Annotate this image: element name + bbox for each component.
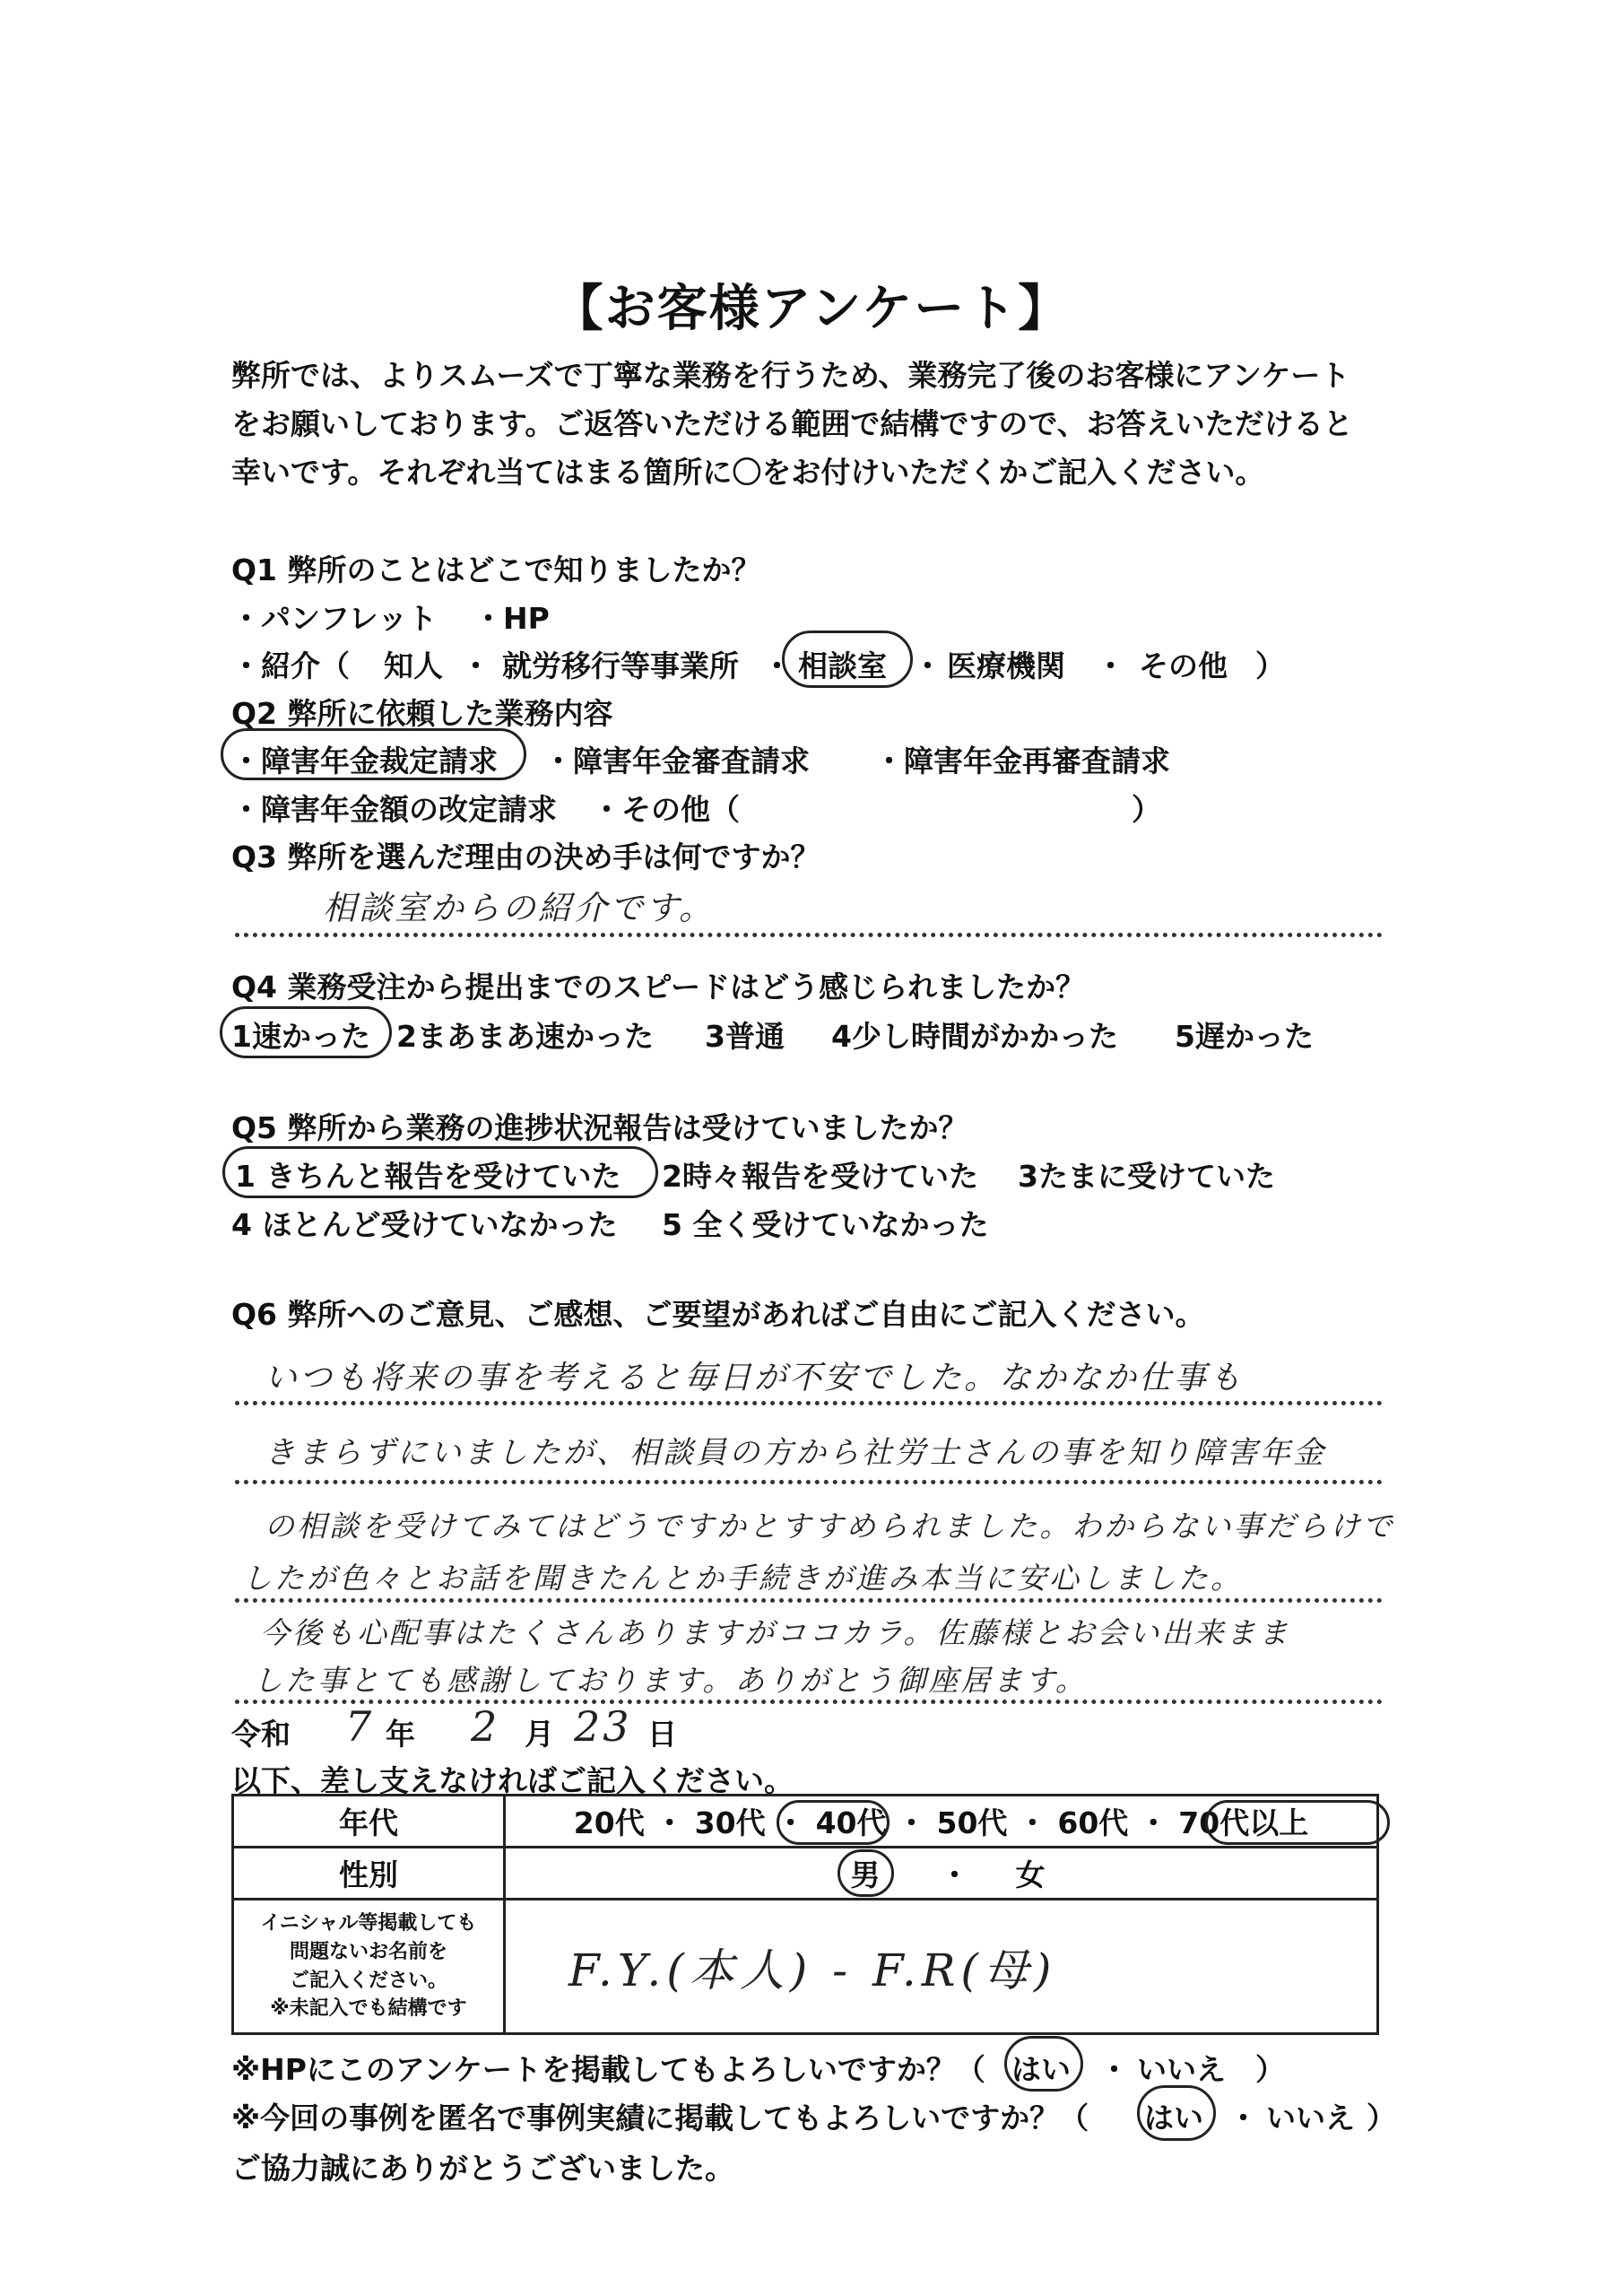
separator-dot: ・ [461, 648, 490, 683]
dotted-answer-line [235, 1598, 1383, 1603]
separator-dot: ・ [762, 648, 792, 683]
date-year-unit: 年 [386, 1717, 415, 1752]
q3-answer[interactable]: 相談室からの紹介です。 [323, 889, 716, 927]
q1-close-paren: ） [1255, 648, 1285, 683]
separator-dot: ・ [1096, 648, 1125, 683]
name-label-line: ご記入ください。 [289, 1969, 447, 1992]
q5-option-4[interactable]: 4 ほとんど受けていなかった [231, 1207, 618, 1242]
intro-line-1: 弊所では、よりスムーズで丁寧な業務を行うため、業務完了後のお客様にアンケート [231, 358, 1350, 393]
gender-male[interactable]: 男 [838, 1849, 894, 1897]
q6-question: Q6 弊所へのご意見、ご感想、ご要望があればご自由にご記入ください。 [231, 1297, 1205, 1332]
name-label-line: ※未記入でも結構です [270, 1997, 467, 2021]
name-label [233, 1900, 505, 2034]
q2-option-shinsa[interactable]: ・障害年金審査請求 [543, 744, 810, 778]
consent-hp-no[interactable]: いいえ [1137, 2052, 1226, 2087]
q5-option-5[interactable]: 5 全く受けていなかった [662, 1207, 989, 1242]
name-value[interactable]: F.Y.(本人) - F.R(母) [568, 1944, 1057, 1996]
date-month-unit: 月 [525, 1717, 554, 1752]
date-day[interactable]: 23 [574, 1702, 632, 1751]
q6-answer-line[interactable]: 今後も心配事はたくさんありますがココカラ。佐藤様とお会い出来まま [260, 1615, 1291, 1650]
q1-option-soudanshitsu[interactable]: 相談室 [798, 648, 887, 683]
separator-dot: ・ [913, 648, 942, 683]
name-label-line: イニシャル等掲載しても [260, 1911, 477, 1935]
q4-option-4[interactable]: 4少し時間がかかった [831, 1019, 1118, 1054]
q1-question: Q1 弊所のことはどこで知りましたか？ [231, 552, 761, 587]
q1-option-iryo[interactable]: 医療機関 [947, 648, 1065, 683]
date-year[interactable]: 7 [345, 1702, 375, 1751]
age-label: 年代 [233, 1796, 505, 1848]
q3-question: Q3 弊所を選んだ理由の決め手は何ですか？ [231, 839, 820, 874]
separator-dot: ・ [1099, 2052, 1129, 2087]
q2-option-saishinsa[interactable]: ・障害年金再審査請求 [874, 744, 1170, 778]
intro-line-3: 幸いです。それぞれ当てはまる箇所に〇をお付けいただくかご記入ください。 [231, 455, 1265, 490]
selection-circle [1205, 1800, 1390, 1845]
q2-option-sonota[interactable]: ・その他（ [592, 792, 740, 827]
consent-hp-question: ※HPにこのアンケートを掲載してもよろしいですか？（ [231, 2052, 985, 2087]
consent-case-close: ） [1367, 2100, 1396, 2135]
q1-option-chijin[interactable]: 知人 [384, 648, 443, 683]
intro-line-2: をお願いしております。ご返答いただける範囲で結構ですので、お答えいただけると [231, 406, 1353, 441]
respondent-info-table [231, 1794, 1379, 2035]
q2-option-saitei[interactable]: ・障害年金裁定請求 [231, 744, 498, 778]
consent-case-yes[interactable]: はい [1144, 2100, 1203, 2135]
q1-option-shuro[interactable]: 就労移行等事業所 [502, 648, 739, 683]
date-era: 令和 [231, 1717, 291, 1752]
q5-option-1[interactable]: 1 きちんと報告を受けていた [235, 1159, 621, 1194]
q2-close-paren: ） [1132, 792, 1161, 827]
selection-circle [777, 1800, 890, 1845]
date-day-unit: 日 [647, 1717, 677, 1752]
age-options-text: 20代 ・ 30代 ・ 40代 ・ 50代 ・ 60代 ・ 70代以上 [573, 1805, 1309, 1840]
gender-female[interactable]: 女 [1015, 1857, 1046, 1892]
q4-option-3[interactable]: 3普通 [705, 1019, 785, 1054]
q2-option-kaitei[interactable]: ・障害年金額の改定請求 [231, 792, 557, 827]
q5-option-2[interactable]: 2時々報告を受けていた [662, 1159, 978, 1194]
dotted-answer-line [235, 1480, 1383, 1484]
q1-option-sonota[interactable]: その他 [1139, 648, 1228, 683]
q6-answer-line[interactable]: した事とても感謝しております。ありがとう御座居ます。 [253, 1663, 1088, 1698]
consent-hp-close: ） [1255, 2052, 1285, 2087]
separator-dot: ・ [940, 1857, 969, 1892]
q4-option-5[interactable]: 5遅かった [1175, 1019, 1314, 1054]
q1-option-pamphlet[interactable]: ・パンフレット [231, 601, 438, 636]
date-month[interactable]: 2 [471, 1702, 500, 1751]
q4-option-2[interactable]: 2まあまあ速かった [396, 1019, 654, 1054]
dotted-answer-line [235, 1401, 1383, 1405]
q2-question: Q2 弊所に依頼した業務内容 [231, 696, 613, 731]
separator-dot: ・ [1228, 2100, 1258, 2135]
page-title: 【お客様アンケート】 [552, 280, 1071, 338]
optional-note: 以下、差し支えなければご記入ください。 [231, 1763, 794, 1798]
gender-label: 性別 [233, 1848, 505, 1900]
thanks-message: ご協力誠にありがとうございました。 [231, 2151, 734, 2186]
dotted-answer-line [235, 933, 1383, 937]
consent-case-question: ※今回の事例を匿名で事例実績に掲載してもよろしいですか？（ [231, 2100, 1089, 2135]
q1-option-hp[interactable]: ・HP [473, 601, 550, 636]
q6-answer-line[interactable]: いつも将来の事を考えると毎日が不安でした。なかなか仕事も [265, 1360, 1245, 1396]
name-label-line: 問題ないお名前を [289, 1940, 447, 1963]
q6-answer-line[interactable]: きまらずにいましたが、相談員の方から社労士さんの事を知り障害年金 [265, 1435, 1326, 1471]
age-options[interactable] [505, 1796, 1378, 1848]
q1-option-intro-prefix: ・紹介（ [231, 648, 350, 683]
q6-answer-line[interactable]: の相談を受けてみてはどうですかとすすめられました。わからない事だらけで [265, 1509, 1395, 1544]
consent-case-no[interactable]: いいえ [1266, 2100, 1355, 2135]
gender-options[interactable] [505, 1848, 1378, 1900]
dotted-answer-line [235, 1700, 1383, 1704]
q4-option-1[interactable]: 1速かった [231, 1019, 370, 1054]
q5-question: Q5 弊所から業務の進捗状況報告は受けていましたか？ [231, 1110, 968, 1145]
q6-answer-line[interactable]: したが色々とお話を聞きたんとか手続きが進み本当に安心しました。 [242, 1561, 1243, 1596]
consent-hp-yes[interactable]: はい [1011, 2052, 1071, 2087]
q5-option-3[interactable]: 3たまに受けていた [1018, 1159, 1275, 1194]
q4-question: Q4 業務受注から提出までのスピードはどう感じられましたか？ [231, 970, 1086, 1004]
